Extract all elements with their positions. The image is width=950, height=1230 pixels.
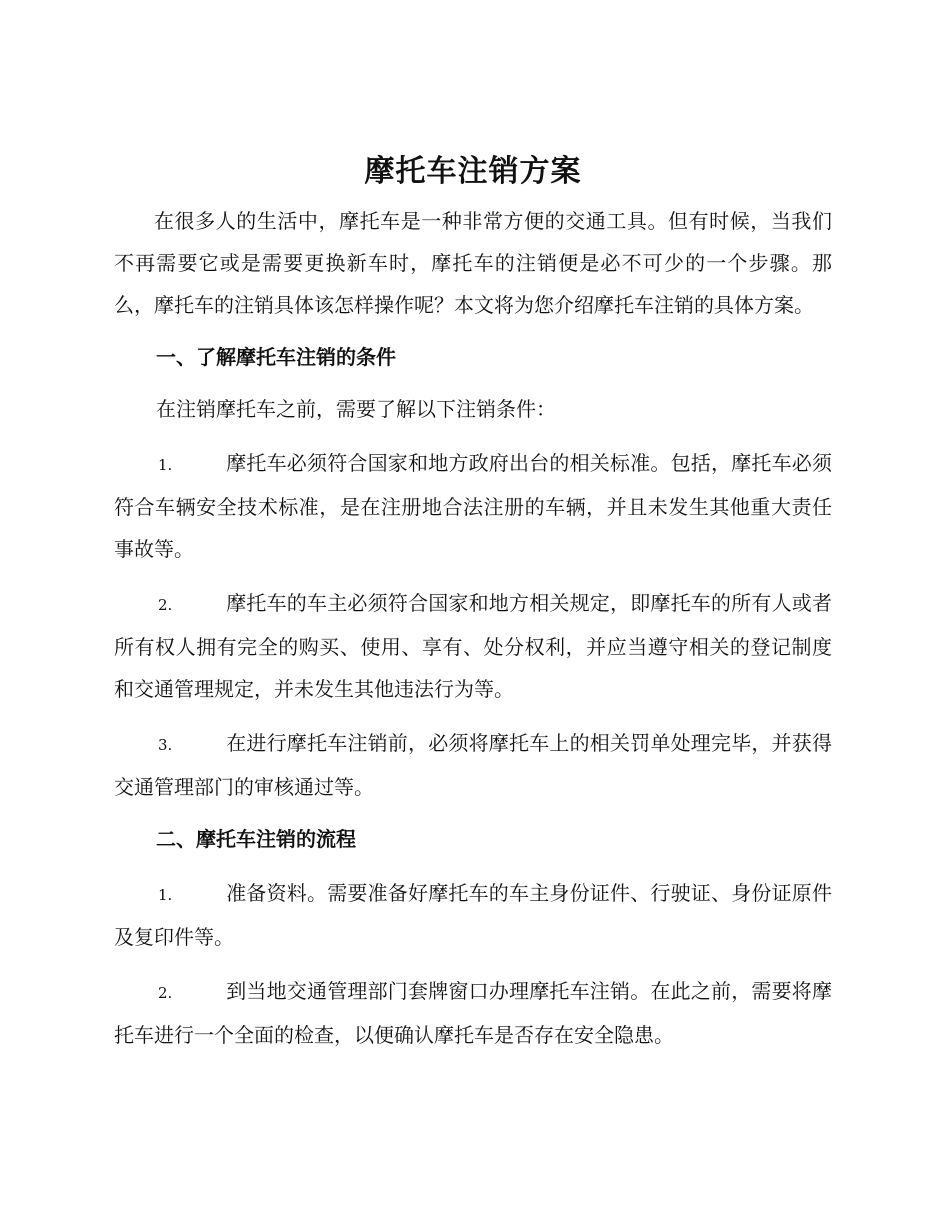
list-text: 摩托车的车主必须符合国家和地方相关规定，即摩托车的所有人或者所有权人拥有完全的购买、使用、享有、处分权利，并应当遵守相关的登记制度和交通管理规定，并未发生其他违法行为等。 [114, 591, 832, 701]
list-text: 到当地交通管理部门套牌窗口办理摩托车注销。在此之前，需要将摩托车进行一个全面的检查，以便确认摩托车是否存在安全隐患。 [114, 979, 832, 1047]
document-title: 摩托车注销方案 [364, 154, 582, 189]
list-text: 摩托车必须符合国家和地方政府出台的相关标准。包括，摩托车必须符合车辆安全技术标准，是在注册地合法注册的车辆，并且未发生其他重大责任事故等。 [114, 451, 832, 561]
section-heading-process: 二、摩托车注销的流程 [156, 827, 356, 851]
section-lead-conditions: 在注销摩托车之前，需要了解以下注销条件： [156, 397, 556, 421]
list-number: 3. [158, 736, 173, 754]
list-item [114, 970, 832, 1056]
list-text: 准备资料。需要准备好摩托车的车主身份证件、行驶证、身份证原件及复印件等。 [114, 881, 832, 949]
list-number: 2. [158, 596, 173, 614]
list-item [114, 442, 832, 570]
list-text: 在进行摩托车注销前，必须将摩托车上的相关罚单处理完毕，并获得交通管理部门的审核通过等。 [114, 731, 832, 799]
intro-paragraph: 在很多人的生活中，摩托车是一种非常方便的交通工具。但有时候，当我们不再需要它或是需要更换新车时，摩托车的注销便是必不可少的一个步骤。那么，摩托车的注销具体该怎样操作呢？本文将为您介绍摩托车注销的具体方案。 [114, 209, 832, 317]
list-item [114, 582, 832, 710]
list-number: 1. [158, 886, 173, 904]
list-number: 2. [158, 984, 173, 1002]
list-item [114, 722, 832, 808]
section-heading-conditions: 一、了解摩托车注销的条件 [156, 345, 396, 369]
list-number: 1. [158, 456, 173, 474]
list-item [114, 872, 832, 958]
